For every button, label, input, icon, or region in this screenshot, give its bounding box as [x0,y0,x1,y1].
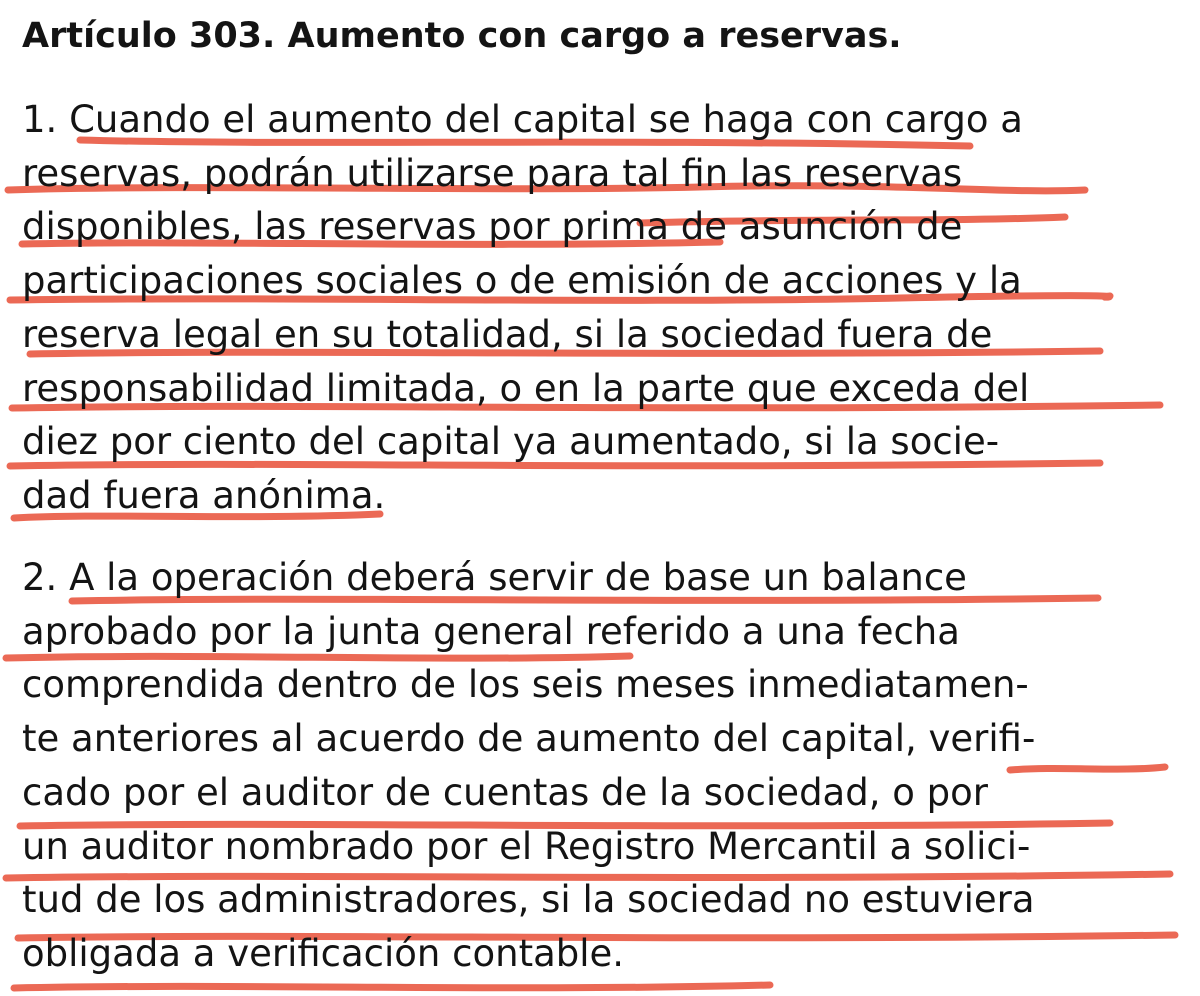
text-line: un auditor nombrado por el Registro Mercantil a solici- [22,824,1031,868]
text-line: dad fuera anónima. [22,473,386,517]
paragraph-1 [22,93,1029,523]
text-line: participaciones sociales o de emisión de acciones y la [22,259,1022,303]
text-line: reserva legal en su totalidad, si la sociedad fuera de [22,312,993,356]
text-line: disponibles, las reservas por prima de asunción de [22,205,963,249]
text-line: cado por el auditor de cuentas de la sociedad, o por [22,770,988,814]
paragraph-2 [22,551,1035,981]
text-line: diez por ciento del capital ya aumentado, si la socie- [22,420,1000,464]
text-line: te anteriores al acuerdo de aumento del capital, verifi- [22,717,1036,761]
text-line: 1. Cuando el aumento del capital se haga con cargo a [22,98,1023,141]
text-line: aprobado por la junta general referido a una fecha [22,609,960,653]
article-title: Artículo 303. Aumento con cargo a reservas. [22,16,902,56]
underline-mark [14,985,770,988]
text-line: 2. A la operación deberá servir de base un balance [22,556,967,599]
text-line: obligada a verificación contable. [22,931,625,975]
text-line: responsabilidad limitada, o en la parte que exceda del [22,366,1030,410]
text-line: tud de los administradores, si la sociedad no estuviera [22,878,1035,922]
text-line: reservas, podrán utilizarse para tal fin las reservas [22,151,963,195]
text-line: comprendida dentro de los seis meses inmediatamen- [22,663,1029,707]
